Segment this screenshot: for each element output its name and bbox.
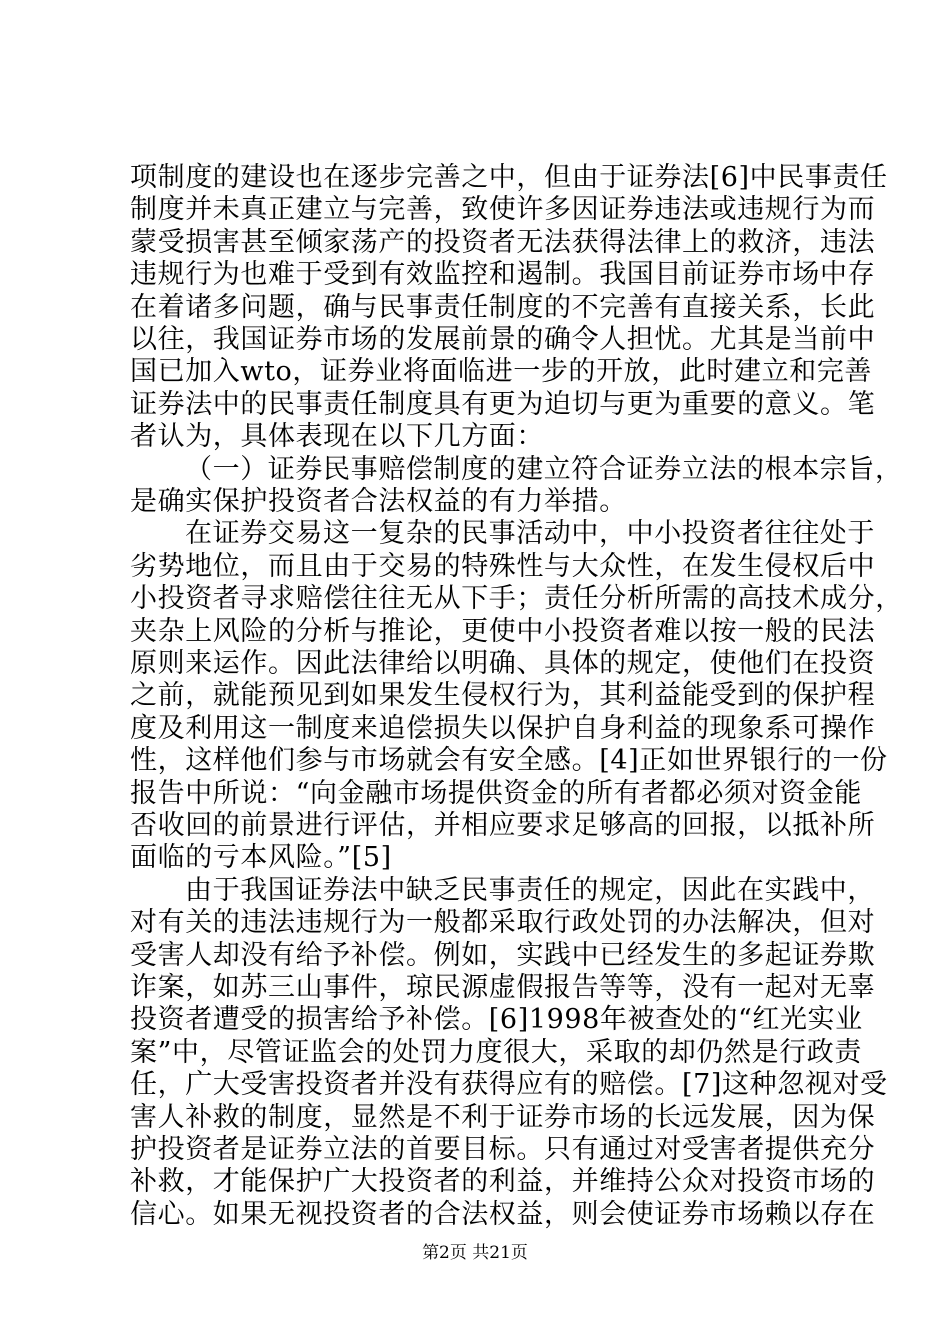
text-line: 报告中所说：“向金融市场提供资金的所有者都必须对资金能 — [130, 777, 863, 809]
text-line: 证券法中的民事责任制度具有更为迫切与更为重要的意义。笔 — [130, 388, 876, 420]
text-line: （一）证券民事赔偿制度的建立符合证券立法的根本宗旨， — [185, 453, 903, 485]
text-line: 之前，就能预见到如果发生侵权行为，其利益能受到的保护程 — [130, 680, 876, 712]
text-line: 项制度的建设也在逐步完善之中，但由于证券法[6]中民事责任 — [130, 162, 888, 193]
text-line: 护投资者是证券立法的首要目标。只有通过对受害者提供充分 — [130, 1134, 876, 1165]
text-line: 对有关的违法违规行为一般都采取行政处罚的办法解决，但对 — [130, 907, 876, 939]
text-line: 劣势地位，而且由于交易的特殊性与大众性，在发生侵权后中 — [130, 550, 876, 582]
text-line: 国已加入wto，证券业将面临进一步的开放，此时建立和完善 — [130, 356, 873, 388]
page-number-footer: 第2页 共21页 — [422, 1243, 528, 1263]
text-line: 者认为，具体表现在以下几方面： — [130, 421, 544, 453]
text-line: 案”中，尽管证监会的处罚力度很大，采取的却仍然是行政责 — [130, 1036, 863, 1068]
text-line: 补救，才能保护广大投资者的利益，并维持公众对投资市场的 — [130, 1166, 876, 1198]
text-line: 否收回的前景进行评估，并相应要求足够高的回报，以抵补所 — [130, 810, 876, 841]
text-line: 性，这样他们参与市场就会有安全感。[4]正如世界银行的一份 — [130, 745, 888, 777]
text-line: 度及利用这一制度来追偿损失以保护自身利益的现象系可操作 — [130, 712, 876, 744]
text-line: 制度并未真正建立与完善，致使许多因证券违法或违规行为而 — [130, 194, 876, 226]
text-line: 任，广大受害投资者并没有获得应有的赔偿。[7]这种忽视对受 — [130, 1069, 888, 1101]
text-line: 蒙受损害甚至倾家荡产的投资者无法获得法律上的救济，违法 — [130, 226, 876, 258]
text-line: 信心。如果无视投资者的合法权益，则会使证券市场赖以存在 — [130, 1198, 876, 1230]
text-line: 违规行为也难于受到有效监控和遏制。我国目前证券市场中存 — [130, 259, 876, 291]
text-line: 小投资者寻求赔偿往往无从下手；责任分析所需的高技术成分， — [130, 583, 903, 615]
text-line: 是确实保护投资者合法权益的有力举措。 — [130, 486, 627, 517]
text-line: 害人补救的制度，显然是不利于证券市场的长远发展，因为保 — [130, 1101, 876, 1133]
text-line: 原则来运作。因此法律给以明确、具体的规定，使他们在投资 — [130, 648, 876, 679]
text-line: 夹杂上风险的分析与推论，更使中小投资者难以按一般的民法 — [130, 615, 876, 647]
text-line: 受害人却没有给予补偿。例如，实践中已经发生的多起证券欺 — [130, 939, 876, 971]
text-line: 诈案，如苏三山事件，琼民源虚假报告等等，没有一起对无辜 — [130, 972, 876, 1003]
text-line: 以往，我国证券市场的发展前景的确令人担忧。尤其是当前中 — [130, 324, 876, 355]
text-line: 在证券交易这一复杂的民事活动中，中小投资者往往处于 — [185, 518, 875, 550]
text-line: 在着诸多问题，确与民事责任制度的不完善有直接关系，长此 — [130, 291, 876, 323]
text-line: 面临的亏本风险。”[5] — [130, 842, 392, 874]
text-line: 投资者遭受的损害给予补偿。[6]1998年被查处的“红光实业 — [130, 1004, 863, 1036]
text-line: 由于我国证券法中缺乏民事责任的规定，因此在实践中， — [185, 874, 875, 906]
